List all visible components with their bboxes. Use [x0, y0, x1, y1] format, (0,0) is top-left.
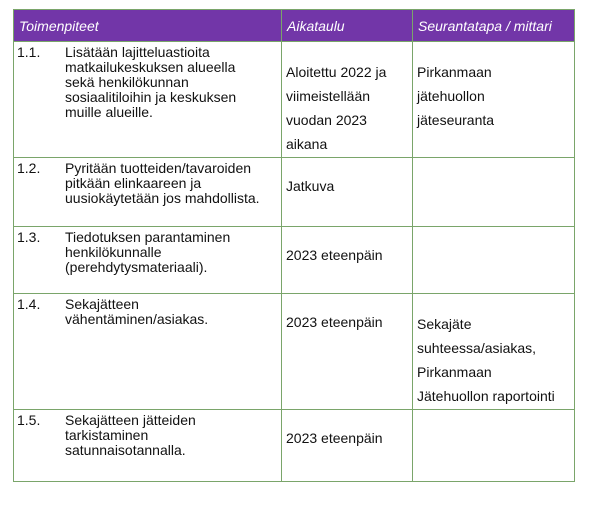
- schedule-cell: [282, 42, 413, 158]
- schedule-line: 2023 eteenpäin: [286, 314, 383, 330]
- header-actions: Toimenpiteet: [14, 10, 282, 42]
- desc-line: tarkistaminen: [65, 427, 149, 443]
- schedule-line: Aloitettu 2022 ja: [286, 64, 387, 80]
- schedule-cell: [282, 410, 413, 482]
- measure-cell: [413, 158, 575, 227]
- measure-cell: [413, 227, 575, 294]
- measure-cell: [413, 42, 575, 158]
- action-description: [65, 294, 281, 327]
- action-number: 1.2.: [17, 160, 41, 176]
- schedule-line: aikana: [286, 136, 328, 152]
- action-description: [65, 410, 281, 458]
- measure-line: jäteseuranta: [417, 112, 495, 128]
- action-cell: [14, 42, 282, 158]
- schedule-cell: [282, 294, 413, 410]
- desc-line: muille alueille.: [65, 104, 153, 120]
- action-number: 1.1.: [17, 44, 41, 60]
- action-description: [65, 227, 281, 275]
- measure-line: Sekajäte: [417, 316, 472, 332]
- table-row: [14, 158, 575, 227]
- header-measure: Seurantatapa / mittari: [413, 10, 575, 42]
- schedule-line: 2023 eteenpäin: [286, 430, 383, 446]
- action-number: 1.4.: [17, 296, 41, 312]
- action-cell: [14, 294, 282, 410]
- desc-line: Sekajätteen jätteiden: [65, 412, 196, 428]
- desc-line: Sekajätteen: [65, 296, 139, 312]
- measure-line: jätehuollon: [417, 88, 485, 104]
- desc-line: Pyritään tuotteiden/tavaroiden: [65, 160, 252, 176]
- measure-line: Jätehuollon raportointi: [417, 388, 555, 404]
- action-plan-table: [13, 9, 575, 482]
- table-row: [14, 42, 575, 158]
- desc-line: pitkään elinkaareen ja: [65, 175, 202, 191]
- desc-line: (perehdytysmateriaali).: [65, 259, 208, 275]
- table-row: [14, 410, 575, 482]
- measure-line: suhteessa/asiakas,: [417, 340, 537, 356]
- desc-line: henkilökunnalle: [65, 244, 162, 260]
- desc-line: uusiokäytetään jos mahdollista.: [65, 190, 260, 206]
- schedule-line: vuodan 2023: [286, 112, 367, 128]
- table-row: [14, 227, 575, 294]
- measure-line: Pirkanmaan: [417, 364, 492, 380]
- measure-cell: [413, 294, 575, 410]
- desc-line: Tiedotuksen parantaminen: [65, 229, 231, 245]
- desc-line: sekä henkilökunnan: [65, 74, 189, 90]
- desc-line: sosiaalitiloihin ja keskuksen: [65, 89, 237, 105]
- action-cell: [14, 410, 282, 482]
- table-row: [14, 294, 575, 410]
- table-header-row: [14, 10, 575, 42]
- desc-line: Lisätään lajitteluastioita: [65, 44, 210, 60]
- desc-line: matkailukeskuksen alueella: [65, 59, 236, 75]
- action-description: [65, 42, 281, 120]
- action-number: 1.3.: [17, 229, 41, 245]
- schedule-line: Jatkuva: [286, 178, 335, 194]
- action-number: 1.5.: [17, 412, 41, 428]
- schedule-line: viimeistellään: [286, 88, 371, 104]
- desc-line: satunnaisotannalla.: [65, 442, 186, 458]
- action-cell: [14, 227, 282, 294]
- schedule-cell: [282, 227, 413, 294]
- desc-line: vähentäminen/asiakas.: [65, 311, 209, 327]
- header-schedule: Aikataulu: [282, 10, 413, 42]
- action-description: [65, 158, 281, 206]
- schedule-line: 2023 eteenpäin: [286, 247, 383, 263]
- measure-cell: [413, 410, 575, 482]
- schedule-cell: [282, 158, 413, 227]
- action-cell: [14, 158, 282, 227]
- measure-line: Pirkanmaan: [417, 64, 492, 80]
